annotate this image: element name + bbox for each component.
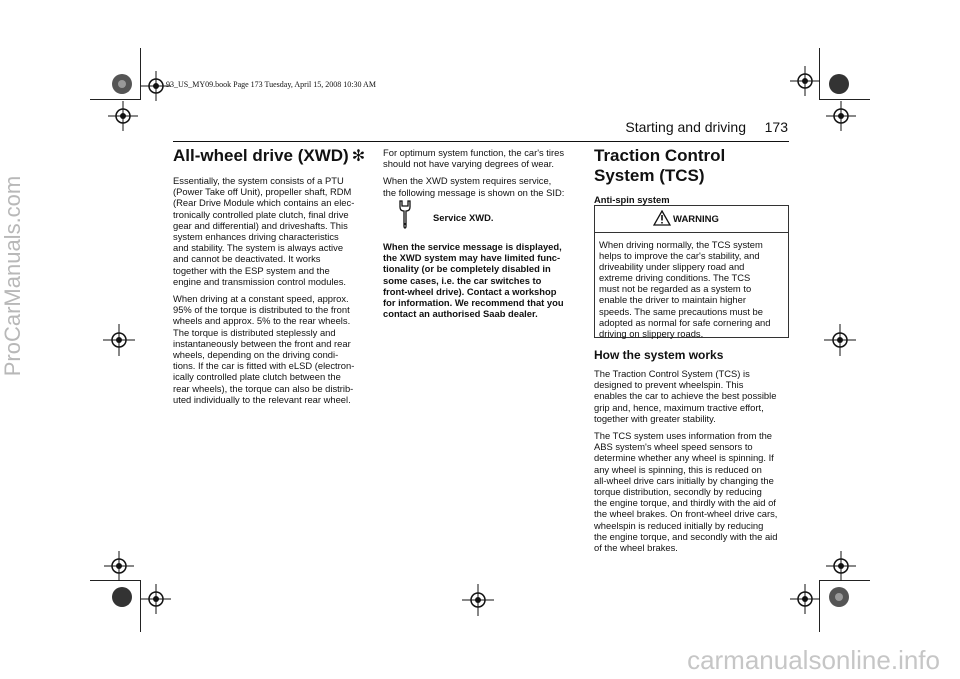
registration-mark-icon <box>462 584 494 616</box>
xwd-mark-icon: ✻ <box>351 148 366 165</box>
registration-mark-icon <box>104 551 134 581</box>
registration-mark-icon <box>826 551 856 581</box>
xwd-service-paragraph: When the XWD system requires service, the following message is shown on the SID: <box>383 175 565 198</box>
registration-mark-icon <box>790 66 820 96</box>
running-header-section: Starting and driving <box>625 119 746 135</box>
anti-spin-heading: Anti-spin system <box>594 194 670 205</box>
crop-mark-top-right-h <box>820 99 870 100</box>
crop-mark-top-left-h <box>90 99 140 100</box>
registration-mark-icon <box>103 324 135 356</box>
warning-box <box>594 205 789 338</box>
warning-label: WARNING <box>673 214 719 225</box>
service-message: Service XWD. <box>433 212 494 223</box>
column-1 <box>173 146 373 411</box>
tcs-paragraph-1: The Traction Control System (TCS) is designed to prevent wheelspin. This enables the car to achieve the best possible grip and, hence, maximum tractive effort, together with greater stability. <box>594 368 777 424</box>
registration-mark-icon <box>826 71 852 97</box>
registration-mark-icon <box>826 101 856 131</box>
warning-text: When driving normally, the TCS system helps to improve the car's stability, and driveability under slippery road and extreme driving conditions. The TCS must not be regarded as a system to enable the driver to maintain higher speeds. The same precautions must be adopted as normal for safe cornering and driving on slippery roads. <box>599 239 771 339</box>
xwd-paragraph-1: Essentially, the system consists of a PTU (Power Take off Unit), propeller shaft, RDM (Rear Drive Module which contains an elec- tronically controlled plate clutch, final drive gear and differential) and driveshafts. This system enhances driving characteristics and stability. The system is always active and cannot be deactivated. It works together with the ESP system and the engine and transmission control modules. <box>173 175 355 287</box>
registration-mark-icon <box>141 584 171 614</box>
registration-mark-icon <box>824 324 856 356</box>
xwd-tire-paragraph: For optimum system function, the car's tires should not have varying degrees of wear. <box>383 147 565 170</box>
how-system-works-heading: How the system works <box>594 348 724 362</box>
tcs-section-title: Traction Control System (TCS) <box>594 146 726 185</box>
xwd-service-warning: When the service message is displayed, the XWD system may have limited func- tionality (or be completely disabled in some cases, i.e. the car switches to front-wheel drive). Contact a workshop for information. We recommend that you contact an authorised Saab dealer. <box>383 241 564 320</box>
xwd-section-title: All-wheel drive (XWD) ✻ <box>173 146 366 165</box>
xwd-paragraph-2: When driving at a constant speed, approx. 95% of the torque is distributed to the front wheels and approx. 5% to the rear wheels. The torque is distributed steplessly and instantaneously between the front and rear wheels, depending on the driving condi- tions. If the car is fitted with eLSD (electron- ically controlled plate clutch between the rear wheels), the torque can also be distrib- uted individually to the relevant rear wheel. <box>173 293 355 405</box>
watermark-side: ProCarManuals.com <box>0 175 25 377</box>
registration-mark-icon <box>790 584 820 614</box>
wrench-icon <box>398 200 412 230</box>
header-rule <box>173 141 789 142</box>
warning-header <box>595 206 788 233</box>
warning-triangle-icon <box>653 210 671 226</box>
page-number: 173 <box>764 119 788 135</box>
watermark-bottom: carmanualsonline.info <box>687 645 940 675</box>
registration-mark-icon <box>108 101 138 131</box>
registration-mark-icon <box>109 584 135 610</box>
registration-mark-icon <box>109 71 135 97</box>
column-2 <box>383 147 583 204</box>
tcs-paragraph-2: The TCS system uses information from the ABS system's wheel speed sensors to determine whether any wheel is spinning. If any wheel is spinning, this is reduced on all-wheel drive cars initially by changing the torque distribution, secondly by reducing the engine torque, and thirdly with the aid of the wheel brakes. On front-wheel drive cars, wheelspin is reduced initially by reducing the engine torque, and secondly with the aid of the wheel brakes. <box>594 430 778 554</box>
file-stamp: 93_US_MY09.book Page 173 Tuesday, April 15, 2008 10:30 AM <box>166 80 376 89</box>
registration-mark-icon <box>826 584 852 610</box>
tcs-how-it-works <box>594 348 790 559</box>
column-3 <box>594 146 790 205</box>
